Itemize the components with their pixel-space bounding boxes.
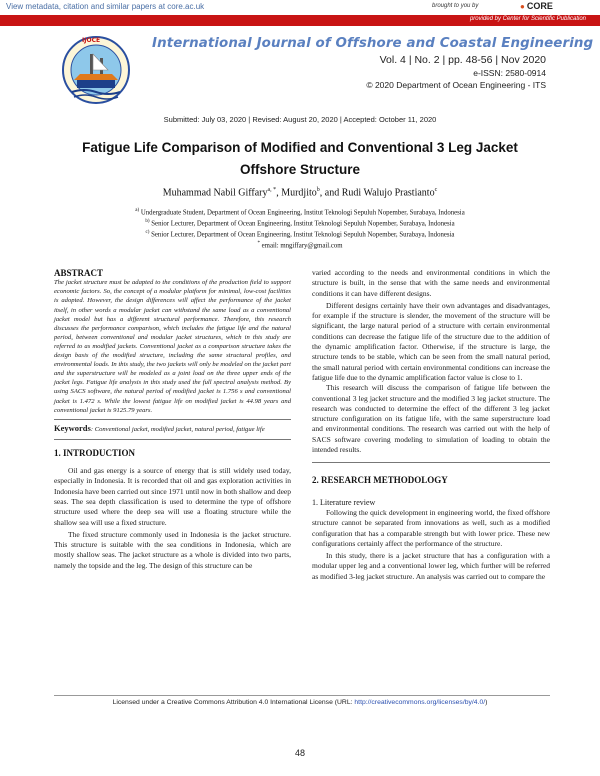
divider (54, 439, 291, 440)
affiliation-sup: * (257, 241, 260, 246)
author-name: Muhammad Nabil Giffary (162, 187, 268, 199)
keywords (54, 424, 291, 434)
right-column (312, 268, 550, 582)
provided-by-label: provided by Center for Scientific Publication (469, 16, 586, 22)
affiliation-text: email: mngiffary@gmail.com (259, 242, 343, 250)
author-sup: a, * (267, 187, 277, 193)
paper-title: Fatigue Life Comparison of Modified and Conventional 3 Leg Jacket Offshore Structure (82, 140, 518, 177)
journal-logo (60, 32, 132, 110)
affiliation-text: Senior Lecturer, Department of Ocean Engineering, Institut Teknologi Sepuluh Nopember, Surabaya, Indonesia (149, 231, 455, 239)
license-link[interactable]: http://creativecommons.org/licenses/by/4.0/ (354, 699, 486, 706)
keywords-text: : Conventional jacket, modified jacket, natural period, fatigue life (90, 425, 265, 433)
provider-bar (0, 15, 600, 26)
paragraph: Different designs certainly have their own advantages and disadvantages, for example if the structure is slender, the movement of the structure will be significant, the large natural period of a structure with certain environmental conditions can decrease the fatigue life of the structure due to the addition of the dynamic amplification factor. Otherwise, if the structure is large, the structure tends to be stable, which can be seen from the small natural period, the small natural period with certain environmental conditions can increase the fatigue life due to the dynamic amplification factor value is close to 1. (312, 300, 550, 382)
core-logo[interactable] (520, 1, 553, 11)
core-dots-icon: ● (520, 2, 525, 11)
affiliation-sup: b) (145, 219, 150, 224)
subheading: 1. Literature review (312, 497, 376, 507)
affiliation-sup: a) (135, 208, 140, 213)
page-number: 48 (294, 748, 305, 758)
author-sup: c (434, 187, 438, 193)
author-name: , Murdjito (276, 187, 317, 199)
brought-by-label: brought to you by (432, 3, 479, 9)
abstract-text: The jacket structure must be adapted to the conditions of the production field to support economic factors. So, the concept of a modular platform for minimal, low-cost facilities is adopted. However, the design differences will affect the performance of the jacket itself, in other words a modular jacket can withstand the same load as a conventional jacket model but has a different structural performance. Therefore, this research discusses the performance comparison, which includes the fatigue life and the natural period, between conventional and modular jacket structures, which in this study are referred to as modified jackets. Conventional jacket as a comparison structure takes the design basis of the modified structure, including the same structural profiles, and environmental loads. In this study, the two jackets will only be modeled on the jacket part and the superstructure will be modeled as a joint load on the three upper ends of the jacket legs. Fatigue life analysis in this study used the full spectral analysis method. By using SACS software, the natural period of modified jacket is 1.756 s and conventional jacket is 1.472 s. While the lowest fatigue life on modified jacket is 44.98 years and conventional jacket is 9125.79 years. (54, 279, 291, 414)
core-metadata-link[interactable]: View metadata, citation and similar papers at core.ac.uk (6, 2, 205, 11)
affiliation (0, 241, 600, 249)
paragraph: varied according to the needs and environmental conditions in which the structure is built, in the sense that with the same needs and environmental conditions it can have different designs. (312, 268, 550, 298)
footer-divider (54, 695, 550, 696)
affiliation (0, 208, 600, 216)
divider (54, 419, 291, 420)
paragraph: The fixed structure commonly used in Indonesia is the jacket structure. This structure is suitable with the sea conditions in Indonesia, which are mostly shallow seas. The jacket structure as a whole is divided into two parts, namely the topside and the leg. The design of this structure can be (54, 529, 291, 570)
license-line (0, 699, 600, 706)
method-heading: 2. RESEARCH METHODOLOGY (312, 475, 448, 486)
author-name: , and Rudi Walujo Prastianto (319, 187, 435, 199)
license-text: Licensed under a Creative Commons Attribution 4.0 International License (URL: (112, 699, 355, 706)
submission-dates: Submitted: July 03, 2020 | Revised: August 20, 2020 | Accepted: October 11, 2020 (163, 115, 437, 124)
paragraph: Following the quick development in engineering world, the fixed offshore structure cannot be separated from innovations as well, such as a modified configuration that has a comparable strength but with lower price. These new configurations certainly affect the performance of the structure. (312, 507, 550, 548)
logo-label: IJOCE (82, 37, 101, 44)
issn-line: e-ISSN: 2580-0914 (473, 68, 546, 78)
intro-heading: 1. INTRODUCTION (54, 447, 136, 458)
keywords-label: Keywords (54, 422, 91, 433)
license-text: ) (485, 699, 488, 706)
affiliation (0, 230, 600, 238)
affiliation-text: Senior Lecturer, Department of Ocean Engineering, Institut Teknologi Sepuluh Nopember, Surabaya, Indonesia (149, 220, 455, 228)
left-column (54, 268, 291, 571)
copyright-line: © 2020 Department of Ocean Engineering - ITS (366, 80, 546, 90)
paragraph: Oil and gas energy is a source of energy that is still widely used today, especially in Indonesia. It is recorded that oil and gas exploration activities in Indonesia have been carried out since 1971 until now in both shallow and deep seas. The sea depth classification is used to determine the type of offshore structure used where the deep sea will use a floating structure while the shallow sea will use a fixed structure. (54, 466, 291, 527)
divider (312, 462, 550, 463)
paragraph: In this study, there is a jacket structure that has a configuration with a modular upper leg and a conventional lower leg, which further will be referred as modified 3-leg jacket structure. An analysis was carried out to compare the (312, 551, 550, 581)
affiliation (0, 219, 600, 227)
core-logo-text: CORE (526, 1, 553, 11)
author-sup: b (316, 187, 320, 193)
abstract-heading: ABSTRACT (54, 268, 104, 278)
affiliation-text: Undergraduate Student, Department of Ocean Engineering, Institut Teknologi Sepuluh Nopember, Surabaya, Indonesia (139, 209, 465, 217)
journal-title: International Journal of Offshore and Coastal Engineering (152, 36, 594, 51)
affiliation-sup: c) (145, 230, 150, 235)
paragraph: This research will discuss the comparison of fatigue life between the conventional 3 leg jacket structure and the modified 3 leg jacket structure. The research was conducted to determine the effect of the different 3 leg jacket structure configuration on its fatigue life, with the same superstructure load and environmental conditions. The research was carried out with the help of SACS software covering modeling to simulation of loading to obtain the intended results. (312, 383, 550, 455)
volume-line: Vol. 4 | No. 2 | pp. 48-56 | Nov 2020 (379, 54, 546, 66)
author-list (0, 187, 600, 198)
